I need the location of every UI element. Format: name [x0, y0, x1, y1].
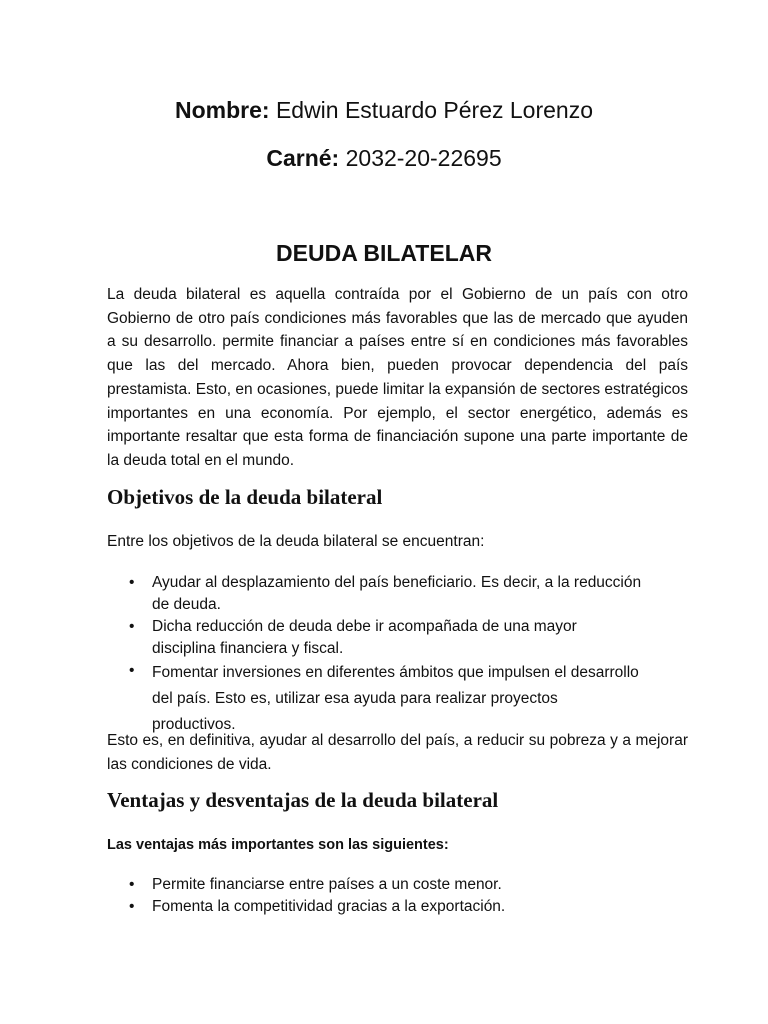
list-item-text: Permite financiarse entre países a un coste menor.: [152, 876, 502, 893]
bullet-icon: •: [129, 898, 135, 915]
list-item-text: Fomentar inversiones en diferentes ámbitos que impulsen el desarrollo del país. Esto es, utilizar esa ayuda para realizar proyectos productivos.: [152, 664, 639, 733]
list-item: [107, 572, 642, 616]
list-item: [107, 660, 642, 738]
objectives-heading: Objetivos de la deuda bilateral: [107, 485, 383, 509]
bullet-icon: •: [129, 574, 135, 591]
name-line: [0, 95, 768, 125]
id-value: 2032-20-22695: [345, 145, 502, 171]
list-item-text: Dicha reducción de deuda debe ir acompañada de una mayor disciplina financiera y fiscal.: [152, 618, 577, 657]
document-title: DEUDA BILATELAR: [276, 240, 492, 266]
bullet-icon: •: [129, 618, 135, 635]
list-item-text: Fomenta la competitividad gracias a la exportación.: [152, 898, 506, 915]
id-line: [0, 143, 768, 173]
name-label: Nombre:: [174, 97, 270, 123]
bullet-icon: •: [129, 876, 135, 893]
list-item: [107, 874, 707, 896]
name-value: Edwin Estuardo Pérez Lorenzo: [275, 97, 594, 123]
advantages-lead: Las ventajas más importantes son las siguientes:: [107, 837, 449, 853]
objectives-list: [107, 572, 707, 738]
list-item-text: Ayudar al desplazamiento del país beneficiario. Es decir, a la reducción de deuda.: [152, 574, 642, 613]
bullet-icon: •: [129, 662, 135, 679]
list-item: [107, 616, 642, 660]
advantages-list: [107, 874, 707, 918]
objectives-lead: Entre los objetivos de la deuda bilateral se encuentran:: [107, 533, 485, 550]
intro-paragraph: La deuda bilateral es aquella contraída por el Gobierno de un país con otro Gobierno de otro país condiciones más favorables que las de mercado que ayuden a su desarrollo. permite financiar a países entre sí en condiciones más favorables que las del mercado. Ahora bien, pueden provocar dependencia del país prestamista. Esto, en ocasiones, puede limitar la expansión de sectores estratégicos importantes en una economía. Por ejemplo, el sector energético, además es importante resaltar que esta forma de financiación supone una parte importante de la deuda total en el mundo.: [107, 286, 688, 469]
id-label: Carné:: [266, 145, 340, 171]
objectives-conclusion: Esto es, en definitiva, ayudar al desarrollo del país, a reducir su pobreza y a mejorar las condiciones de vida.: [107, 732, 688, 773]
advantages-heading: Ventajas y desventajas de la deuda bilateral: [107, 788, 499, 812]
list-item: [107, 896, 707, 918]
